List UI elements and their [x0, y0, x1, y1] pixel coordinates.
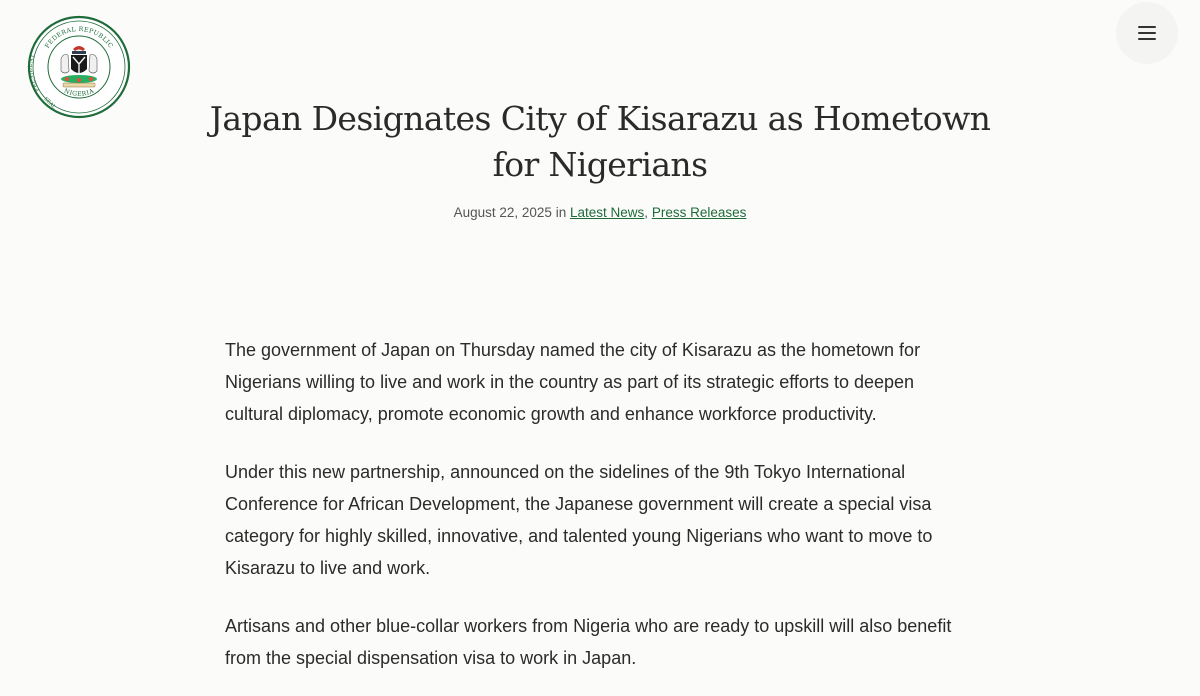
category-link-latest-news[interactable]: Latest News: [570, 205, 645, 220]
category-link-press-releases[interactable]: Press Releases: [651, 205, 747, 220]
menu-button[interactable]: [1116, 2, 1178, 64]
article-paragraph-2: Under this new partnership, announced on the sidelines of the 9th Tokyo International Conference for African Development, the Japanese government will create a special visa category for highly skilled, innovative, and talented young Nigerians who want to move to Kisarazu to live and work.: [225, 462, 933, 578]
category-separator: ,: [644, 205, 649, 220]
seal-text-top: FEDERAL REPUBLIC: [43, 25, 115, 50]
hamburger-menu-icon: [1138, 26, 1156, 40]
article-paragraph-1: The government of Japan on Thursday named the city of Kisarazu as the hometown for Nigerians willing to live and work in the country as part of its strategic efforts to deepen cultural diplomacy, promote economic growth and enhance workforce productivity.: [225, 340, 921, 424]
article-body: [225, 334, 965, 696]
article-title: Japan Designates City of Kisarazu as Hometown for Nigerians: [209, 99, 991, 184]
article-meta: [200, 204, 1000, 222]
meta-in-word: in: [555, 205, 567, 220]
seal-text-left: PRESIDENT: [27, 53, 42, 93]
presidential-seal-logo[interactable]: [27, 15, 131, 119]
publish-date: August 22, 2025: [453, 205, 552, 220]
article-paragraph-3: Artisans and other blue-collar workers from Nigeria who are ready to upskill will also benefit from the special dispensation visa to work in Japan.: [225, 616, 952, 668]
seal-text-bottom: NIGERIA: [62, 87, 96, 98]
seal-text-side: SEAL: [42, 96, 57, 111]
article-header: [200, 96, 1000, 222]
